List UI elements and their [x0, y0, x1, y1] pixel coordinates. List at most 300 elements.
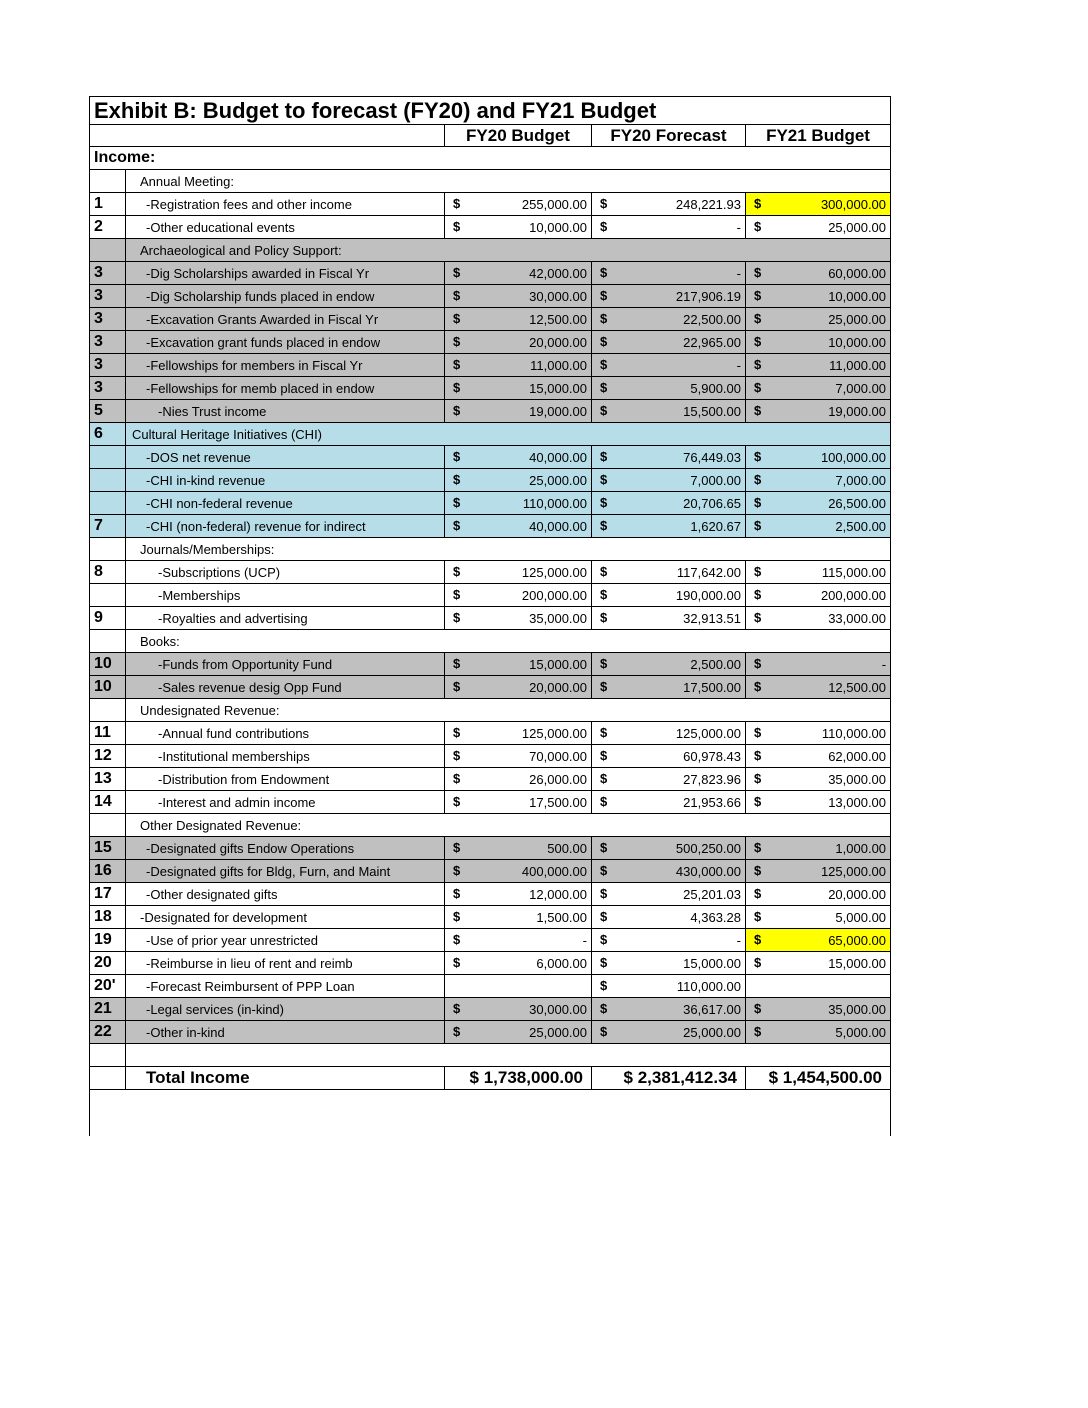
- currency-symbol: $: [754, 219, 762, 234]
- total-fy20-forecast: $ 2,381,412.34: [592, 1067, 746, 1090]
- fy20-budget-cell: [445, 837, 592, 860]
- currency-symbol: $: [453, 771, 461, 786]
- fy21-budget-cell: [746, 768, 891, 791]
- currency-symbol: $: [600, 380, 608, 395]
- currency-symbol: $: [600, 863, 608, 878]
- fy20-budget-cell: [445, 883, 592, 906]
- currency-symbol: $: [453, 1024, 461, 1039]
- amount: 110,000.00: [821, 725, 887, 741]
- fy20-budget-cell: [445, 216, 592, 239]
- currency-symbol: $: [600, 196, 608, 211]
- fy20-forecast-cell: [592, 492, 746, 515]
- fy21-budget-cell: [746, 745, 891, 768]
- currency-symbol: $: [453, 955, 461, 970]
- total-num: [90, 1067, 126, 1090]
- currency-symbol: $: [453, 932, 461, 947]
- currency-symbol: $: [453, 196, 461, 211]
- currency-symbol: $: [754, 725, 762, 740]
- currency-symbol: $: [453, 564, 461, 579]
- line-number: [90, 538, 126, 561]
- amount: 22,965.00: [683, 334, 741, 350]
- fy20-forecast-cell: [592, 584, 746, 607]
- currency-symbol: $: [600, 725, 608, 740]
- amount: 76,449.03: [683, 449, 741, 465]
- group-label: Other Designated Revenue:: [126, 814, 891, 837]
- amount: 40,000.00: [529, 449, 587, 465]
- amount: 12,500.00: [529, 311, 587, 327]
- currency-symbol: $: [754, 1024, 762, 1039]
- amount: -: [582, 932, 587, 948]
- currency-symbol: $: [754, 748, 762, 763]
- currency-symbol: $: [754, 265, 762, 280]
- fy20-budget-cell: [445, 262, 592, 285]
- line-label: -Institutional memberships: [126, 745, 445, 768]
- amount: 20,000.00: [529, 679, 587, 695]
- fy20-budget-cell: [445, 1021, 592, 1044]
- group-row: [90, 538, 891, 561]
- total-fy20-budget: $ 1,738,000.00: [445, 1067, 592, 1090]
- line-number: 5: [90, 400, 126, 423]
- currency-symbol: $: [600, 495, 608, 510]
- tail-row: [90, 1090, 891, 1137]
- tail-cell: [90, 1090, 891, 1137]
- table-row: [90, 446, 891, 469]
- amount: 25,201.03: [683, 886, 741, 902]
- table-row: [90, 1021, 891, 1044]
- group-label: Books:: [126, 630, 891, 653]
- currency-symbol: $: [754, 311, 762, 326]
- amount: 35,000.00: [828, 1001, 887, 1017]
- currency-symbol: $: [453, 610, 461, 625]
- fy21-budget-cell: [746, 561, 891, 584]
- line-number: 20: [90, 952, 126, 975]
- currency-symbol: $: [754, 955, 762, 970]
- fy21-budget-cell: [746, 446, 891, 469]
- currency-symbol: $: [453, 288, 461, 303]
- amount: 20,000.00: [828, 886, 887, 902]
- line-number: 22: [90, 1021, 126, 1044]
- table-row: [90, 952, 891, 975]
- amount: 7,000.00: [690, 472, 741, 488]
- fy20-budget-cell: [445, 607, 592, 630]
- budget-table: [89, 96, 891, 1136]
- amount: 26,500.00: [828, 495, 887, 511]
- fy20-forecast-cell: [592, 837, 746, 860]
- fy20-budget-cell: [445, 469, 592, 492]
- spacer-cell: [90, 1044, 126, 1067]
- currency-symbol: $: [754, 656, 762, 671]
- line-label: -Dig Scholarships awarded in Fiscal Yr: [126, 262, 445, 285]
- currency-symbol: $: [754, 196, 762, 211]
- amount: 20,000.00: [529, 334, 587, 350]
- currency-symbol: $: [453, 357, 461, 372]
- table-row: [90, 492, 891, 515]
- amount: 17,500.00: [683, 679, 741, 695]
- currency-symbol: $: [453, 265, 461, 280]
- currency-symbol: $: [453, 840, 461, 855]
- budget-sheet: [89, 96, 890, 1136]
- table-row: [90, 584, 891, 607]
- table-row: [90, 906, 891, 929]
- group-label: Cultural Heritage Initiatives (CHI): [126, 423, 891, 446]
- fy20-forecast-cell: [592, 446, 746, 469]
- table-row: [90, 883, 891, 906]
- group-row: [90, 170, 891, 193]
- line-number: 17: [90, 883, 126, 906]
- currency-symbol: $: [600, 932, 608, 947]
- line-label: -Distribution from Endowment: [126, 768, 445, 791]
- table-row: [90, 262, 891, 285]
- fy20-budget-cell: [445, 998, 592, 1021]
- amount: 15,000.00: [828, 955, 887, 971]
- line-number: 3: [90, 262, 126, 285]
- group-row: [90, 239, 891, 262]
- amount: 35,000.00: [529, 610, 587, 626]
- amount: 11,000.00: [530, 357, 587, 373]
- currency-symbol: $: [754, 909, 762, 924]
- fy20-forecast-cell: [592, 883, 746, 906]
- line-number: 7: [90, 515, 126, 538]
- line-number: 3: [90, 377, 126, 400]
- amount: 115,000.00: [821, 564, 887, 580]
- fy20-forecast-cell: [592, 653, 746, 676]
- currency-symbol: $: [453, 587, 461, 602]
- fy20-forecast-cell: [592, 285, 746, 308]
- line-number: [90, 239, 126, 262]
- line-number: 16: [90, 860, 126, 883]
- fy20-forecast-cell: [592, 906, 746, 929]
- fy20-forecast-cell: [592, 193, 746, 216]
- line-number: 2: [90, 216, 126, 239]
- amount: 2,500.00: [690, 656, 741, 672]
- line-label: -CHI non-federal revenue: [126, 492, 445, 515]
- fy21-budget-cell: [746, 653, 891, 676]
- currency-symbol: $: [600, 1024, 608, 1039]
- fy20-forecast-cell: [592, 377, 746, 400]
- amount: 26,000.00: [529, 771, 587, 787]
- fy20-forecast-cell: [592, 515, 746, 538]
- total-row: [90, 1067, 891, 1090]
- currency-symbol: $: [453, 886, 461, 901]
- fy20-budget-cell: [445, 906, 592, 929]
- amount: 15,000.00: [529, 380, 587, 396]
- currency-symbol: $: [754, 518, 762, 533]
- currency-symbol: $: [600, 610, 608, 625]
- amount: 17,500.00: [529, 794, 587, 810]
- currency-symbol: $: [600, 656, 608, 671]
- amount: 125,000.00: [675, 725, 741, 741]
- fy20-forecast-cell: [592, 607, 746, 630]
- line-number: 14: [90, 791, 126, 814]
- amount: -: [736, 932, 741, 948]
- line-number: 8: [90, 561, 126, 584]
- fy20-budget-cell: [445, 377, 592, 400]
- fy20-forecast-cell: [592, 331, 746, 354]
- fy21-budget-cell: [746, 607, 891, 630]
- currency-symbol: $: [754, 610, 762, 625]
- line-number: 9: [90, 607, 126, 630]
- currency-symbol: $: [600, 794, 608, 809]
- amount: 25,000.00: [828, 219, 887, 235]
- total-label: Total Income: [126, 1067, 445, 1090]
- table-row: [90, 722, 891, 745]
- fy21-budget-cell: [746, 791, 891, 814]
- amount: -: [736, 357, 741, 373]
- table-row: [90, 607, 891, 630]
- currency-symbol: $: [453, 863, 461, 878]
- line-number: 12: [90, 745, 126, 768]
- fy20-budget-cell: [445, 745, 592, 768]
- amount: 1,620.67: [690, 518, 741, 534]
- amount: 10,000.00: [529, 219, 587, 235]
- table-row: [90, 400, 891, 423]
- line-number: 21: [90, 998, 126, 1021]
- fy20-budget-cell: [445, 400, 592, 423]
- fy20-budget-cell: [445, 722, 592, 745]
- amount: 22,500.00: [683, 311, 741, 327]
- fy20-budget-cell: [445, 860, 592, 883]
- currency-symbol: $: [453, 334, 461, 349]
- currency-symbol: $: [754, 495, 762, 510]
- table-row: [90, 354, 891, 377]
- amount: 430,000.00: [675, 863, 741, 879]
- group-label: Journals/Memberships:: [126, 538, 891, 561]
- amount: 4,363.28: [690, 909, 741, 925]
- fy20-forecast-cell: [592, 469, 746, 492]
- line-label: -Subscriptions (UCP): [126, 561, 445, 584]
- line-number: 19: [90, 929, 126, 952]
- currency-symbol: $: [600, 403, 608, 418]
- title-row: [90, 97, 891, 125]
- line-number: 15: [90, 837, 126, 860]
- line-number: 3: [90, 354, 126, 377]
- currency-symbol: $: [453, 518, 461, 533]
- currency-symbol: $: [600, 955, 608, 970]
- fy20-forecast-cell: [592, 1021, 746, 1044]
- line-number: 18: [90, 906, 126, 929]
- currency-symbol: $: [754, 380, 762, 395]
- currency-symbol: $: [754, 357, 762, 372]
- fy21-budget-cell: [746, 377, 891, 400]
- currency-symbol: $: [453, 472, 461, 487]
- currency-symbol: $: [600, 219, 608, 234]
- table-row: [90, 561, 891, 584]
- table-row: [90, 676, 891, 699]
- group-row: [90, 699, 891, 722]
- currency-symbol: $: [754, 449, 762, 464]
- fy20-budget-cell: [445, 331, 592, 354]
- currency-symbol: $: [754, 403, 762, 418]
- amount: 5,000.00: [835, 909, 887, 925]
- currency-symbol: $: [754, 288, 762, 303]
- amount: 12,500.00: [828, 679, 887, 695]
- currency-symbol: $: [600, 748, 608, 763]
- table-row: [90, 837, 891, 860]
- amount: 42,000.00: [529, 265, 587, 281]
- fy21-budget-cell: [746, 515, 891, 538]
- amount: 6,000.00: [536, 955, 587, 971]
- group-label: Archaeological and Policy Support:: [126, 239, 891, 262]
- currency-symbol: $: [600, 357, 608, 372]
- currency-symbol: $: [453, 748, 461, 763]
- section-label: Income:: [90, 147, 891, 170]
- currency-symbol: $: [453, 403, 461, 418]
- fy21-budget-cell: [746, 906, 891, 929]
- fy20-forecast-cell: [592, 722, 746, 745]
- amount: 15,500.00: [683, 403, 741, 419]
- group-label: Undesignated Revenue:: [126, 699, 891, 722]
- line-number: [90, 699, 126, 722]
- fy20-forecast-cell: [592, 676, 746, 699]
- amount: 60,000.00: [828, 265, 887, 281]
- line-label: -Designated gifts Endow Operations: [126, 837, 445, 860]
- amount: 110,000.00: [522, 495, 587, 511]
- amount: 35,000.00: [828, 771, 887, 787]
- amount: 248,221.93: [675, 196, 741, 212]
- currency-symbol: $: [754, 587, 762, 602]
- line-label: -Royalties and advertising: [126, 607, 445, 630]
- amount: 25,000.00: [529, 472, 587, 488]
- currency-symbol: $: [600, 288, 608, 303]
- currency-symbol: $: [600, 886, 608, 901]
- fy21-budget-cell: [746, 837, 891, 860]
- fy21-budget-cell: [746, 193, 891, 216]
- line-label: -Designated for development: [126, 906, 445, 929]
- amount: -: [736, 219, 741, 235]
- currency-symbol: $: [754, 932, 762, 947]
- fy20-budget-cell: [445, 584, 592, 607]
- line-label: -Funds from Opportunity Fund: [126, 653, 445, 676]
- currency-symbol: $: [754, 1001, 762, 1016]
- fy20-budget-cell: [445, 308, 592, 331]
- line-label: -Reimburse in lieu of rent and reimb: [126, 952, 445, 975]
- section-row: [90, 147, 891, 170]
- amount: 100,000.00: [820, 449, 887, 465]
- amount: 2,500.00: [835, 518, 887, 534]
- group-label: Annual Meeting:: [126, 170, 891, 193]
- fy20-budget-cell: [445, 791, 592, 814]
- amount: 1,500.00: [536, 909, 587, 925]
- line-label: -Nies Trust income: [126, 400, 445, 423]
- currency-symbol: $: [754, 679, 762, 694]
- fy21-budget-cell: [746, 722, 891, 745]
- fy20-budget-cell: [445, 676, 592, 699]
- amount: 21,953.66: [683, 794, 741, 810]
- table-row: [90, 929, 891, 952]
- group-row: [90, 423, 891, 446]
- currency-symbol: $: [453, 679, 461, 694]
- line-label: -Annual fund contributions: [126, 722, 445, 745]
- currency-symbol: $: [453, 909, 461, 924]
- line-number: [90, 630, 126, 653]
- amount: 1,000.00: [835, 840, 887, 856]
- line-label: -Interest and admin income: [126, 791, 445, 814]
- line-number: 11: [90, 722, 126, 745]
- fy20-budget-cell: [445, 975, 592, 998]
- table-row: [90, 216, 891, 239]
- amount: 19,000.00: [529, 403, 587, 419]
- table-row: [90, 377, 891, 400]
- fy21-budget-cell: [746, 929, 891, 952]
- table-row: [90, 860, 891, 883]
- currency-symbol: $: [453, 449, 461, 464]
- group-row: [90, 814, 891, 837]
- amount: 19,000.00: [828, 403, 887, 419]
- amount: 217,906.19: [675, 288, 741, 304]
- line-number: [90, 170, 126, 193]
- amount: 500.00: [547, 840, 587, 856]
- amount: 33,000.00: [828, 610, 887, 626]
- header-row: [90, 125, 891, 147]
- currency-symbol: $: [754, 564, 762, 579]
- fy20-forecast-cell: [592, 400, 746, 423]
- amount: 25,000.00: [683, 1024, 741, 1040]
- currency-symbol: $: [600, 679, 608, 694]
- currency-symbol: $: [600, 265, 608, 280]
- amount: 300,000.00: [820, 196, 887, 212]
- fy21-budget-cell: [746, 308, 891, 331]
- currency-symbol: $: [754, 334, 762, 349]
- amount: 40,000.00: [529, 518, 587, 534]
- amount: 10,000.00: [828, 334, 887, 350]
- amount: 200,000.00: [521, 587, 587, 603]
- fy21-budget-cell: [746, 860, 891, 883]
- line-label: -DOS net revenue: [126, 446, 445, 469]
- line-label: -Legal services (in-kind): [126, 998, 445, 1021]
- currency-symbol: $: [600, 587, 608, 602]
- currency-symbol: $: [754, 863, 762, 878]
- currency-symbol: $: [600, 472, 608, 487]
- table-row: [90, 975, 891, 998]
- table-row: [90, 285, 891, 308]
- amount: 117,642.00: [676, 564, 741, 580]
- amount: 190,000.00: [675, 587, 741, 603]
- header-fy20-budget: FY20 Budget: [445, 125, 592, 147]
- amount: 7,000.00: [835, 472, 887, 488]
- amount: 30,000.00: [529, 288, 587, 304]
- amount: 27,823.96: [683, 771, 741, 787]
- line-number: 6: [90, 423, 126, 446]
- total-fy21-budget: $ 1,454,500.00: [746, 1067, 891, 1090]
- currency-symbol: $: [754, 771, 762, 786]
- fy21-budget-cell: [746, 469, 891, 492]
- fy20-forecast-cell: [592, 791, 746, 814]
- currency-symbol: $: [754, 840, 762, 855]
- currency-symbol: $: [754, 886, 762, 901]
- line-label: -Dig Scholarship funds placed in endow: [126, 285, 445, 308]
- line-number: 1: [90, 193, 126, 216]
- amount: 10,000.00: [828, 288, 887, 304]
- fy20-forecast-cell: [592, 768, 746, 791]
- line-label: -Fellowships for memb placed in endow: [126, 377, 445, 400]
- line-label: -Forecast Reimbursent of PPP Loan: [126, 975, 445, 998]
- line-number: 3: [90, 285, 126, 308]
- table-row: [90, 768, 891, 791]
- amount: -: [881, 656, 887, 672]
- amount: 125,000.00: [820, 863, 887, 879]
- amount: 25,000.00: [529, 1024, 587, 1040]
- fy20-forecast-cell: [592, 998, 746, 1021]
- fy20-budget-cell: [445, 285, 592, 308]
- fy21-budget-cell: [746, 331, 891, 354]
- header-fy20-forecast: FY20 Forecast: [592, 125, 746, 147]
- fy20-budget-cell: [445, 768, 592, 791]
- line-number: [90, 492, 126, 515]
- table-row: [90, 193, 891, 216]
- amount: 15,000.00: [529, 656, 587, 672]
- spacer-cell: [126, 1044, 891, 1067]
- line-number: 20': [90, 975, 126, 998]
